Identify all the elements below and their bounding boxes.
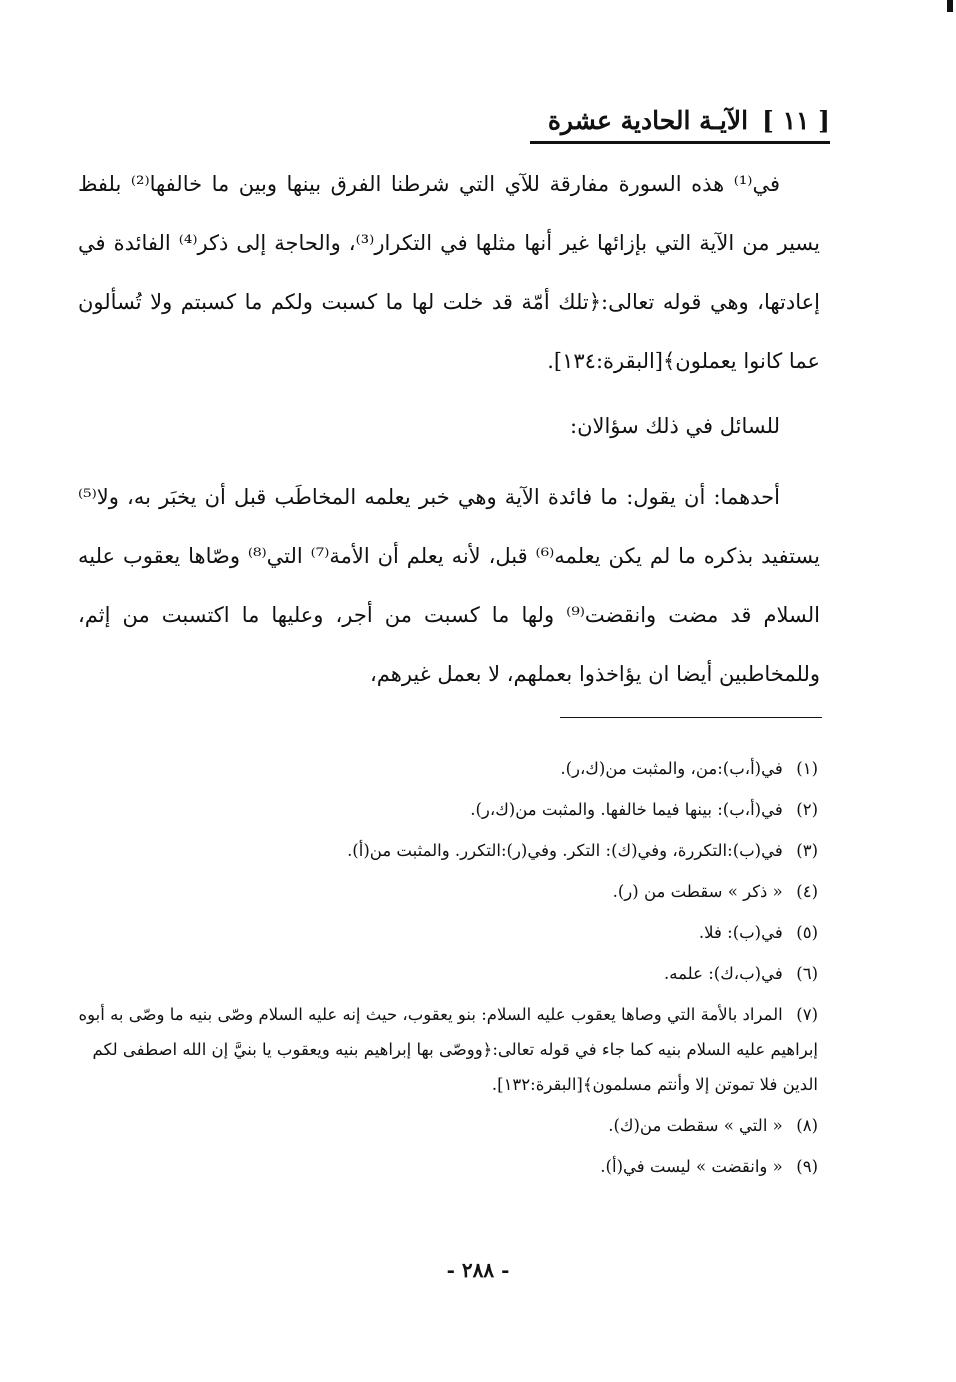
scan-edge-mark	[947, 0, 953, 12]
footnote-text: في(ب):التكررة، وفي(ك): التكر. وفي(ر):التكرر. والمثبت من(أ).	[347, 841, 783, 860]
footnote-number: (١)	[796, 759, 818, 778]
footnotes	[78, 748, 818, 1187]
footnote-text: في(ب): فلا.	[698, 923, 783, 942]
footnote-number: (٨)	[796, 1116, 818, 1135]
footnote-text: في(أ،ب):من، والمثبت من(ك،ر).	[560, 759, 783, 778]
footnote-number: (٧)	[796, 1005, 818, 1024]
footnote	[78, 748, 818, 789]
page-number: - ٢٨٨ -	[446, 1258, 510, 1282]
footnote-text: المراد بالأمة التي وصاها يعقوب عليه السلام: بنو يعقوب، حيث إنه عليه السلام وصّى بنيه ما وصّى به أبوه إبراهيم عليه السلام بنيه كما جاء في قوله تعالى:﴿ووصّى بها إبراهيم بنيه ويعقوب يا بنيَّ إن الله اصطفى لكم الدين فلا تموتن إلا وأنتم مسلمون﴾[البقرة:١٣٢].	[78, 1005, 818, 1094]
footnote-text: « وانقضت » ليست في(أ).	[600, 1157, 783, 1176]
footnote-text: « ذكر » سقطت من (ر).	[612, 882, 783, 901]
paragraph-first-question: أحدهما: أن يقول: ما فائدة الآية وهي خبر يعلمه المخاطَب قبل أن يخبَر به، ولا⁽⁵⁾ يستفيد بذكره ما لم يكن يعلمه⁽⁶⁾ قبل، لأنه يعلم أن الأمة⁽⁷⁾ التي⁽⁸⁾ وصّاها يعقوب عليه السلام قد مضت وانقضت⁽⁹⁾ ولها ما كسبت من أجر، وعليها ما اكتسبت من إثم، وللمخاطبين أيضا ان يؤاخذوا بعملهم، لا بعمل غيرهم،	[78, 485, 820, 686]
footnote-text: في(ب،ك): علمه.	[664, 964, 783, 983]
footnote	[78, 871, 818, 912]
footnote-text: « التي » سقطت من(ك).	[608, 1116, 783, 1135]
paragraph-intro: في⁽¹⁾ هذه السورة مفارقة للآي التي شرطنا الفرق بينها وبين ما خالفها⁽²⁾ بلفظ يسير من الآية التي بإزائها غير أنها مثلها في التكرار⁽³⁾، والحاجة إلى ذكر⁽⁴⁾ الفائدة في إعادتها، وهي قوله تعالى:﴿تلك أمّة قد خلت لها ما كسبت ولكم ما كسبتم ولا تُسألون عما كانوا يعملون﴾[البقرة:١٣٤].	[78, 172, 820, 373]
paragraph-questions: للسائل في ذلك سؤالان:	[570, 414, 780, 438]
footnote-divider	[560, 717, 822, 718]
heading-title: الآيـة الحادية عشرة	[547, 106, 749, 135]
footnote-number: (٦)	[796, 964, 818, 983]
footnote	[78, 912, 818, 953]
footnote	[78, 789, 818, 830]
footnote	[78, 994, 818, 1105]
footnote-text: في(أ،ب): بينها فيما خالفها. والمثبت من(ك،ر).	[470, 800, 783, 819]
footnote	[78, 830, 818, 871]
footnote-number: (٣)	[796, 841, 818, 860]
section-heading	[530, 92, 830, 144]
heading-number: [ ١١ ]	[762, 106, 830, 135]
footnote	[78, 1105, 818, 1146]
footnote-number: (٤)	[796, 882, 818, 901]
footnote-number: (٢)	[796, 800, 818, 819]
footnote	[78, 1146, 818, 1187]
footnote-number: (٩)	[796, 1157, 818, 1176]
footnote-number: (٥)	[796, 923, 818, 942]
footnote	[78, 953, 818, 994]
main-text	[78, 155, 820, 704]
